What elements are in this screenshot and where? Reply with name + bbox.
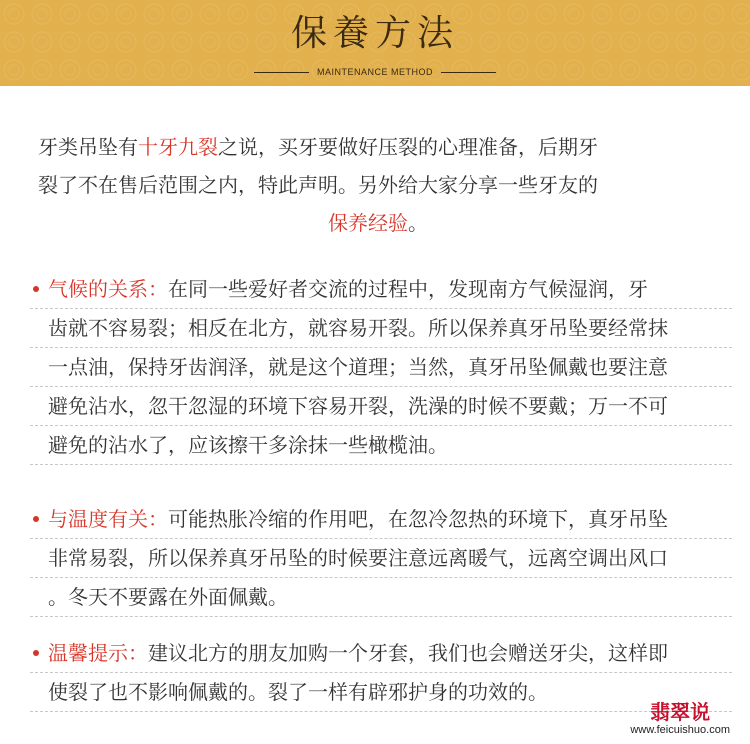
- left-rule: [254, 72, 309, 73]
- section-line: 一点油，保持牙齿润泽，就是这个道理；当然，真牙吊坠佩戴也要注意: [30, 348, 732, 387]
- banner-title: 保養方法: [290, 13, 459, 54]
- intro-text: 牙类吊坠有: [38, 135, 138, 159]
- section-temperature: [30, 500, 732, 617]
- section-text: 在同一些爱好者交流的过程中，发现南方气候湿润，牙: [168, 277, 648, 301]
- section-heading: 与温度有关：: [48, 507, 168, 531]
- section-tips: [30, 634, 732, 712]
- watermark-name: 翡翠说: [650, 700, 711, 724]
- section-heading: 气候的关系：: [48, 277, 168, 301]
- section-text: 建议北方的朋友加购一个牙套，我们也会赠送牙尖，这样即: [148, 641, 668, 665]
- section-text: 可能热胀冷缩的作用吧，在忽冷忽热的环境下，真牙吊坠: [168, 507, 668, 531]
- section-line: 非常易裂，所以保养真牙吊坠的时候要注意远离暖气，远离空调出风口: [30, 539, 732, 578]
- intro-line-3: [38, 204, 718, 242]
- section-line: [30, 634, 732, 673]
- section-heading: 温馨提示：: [48, 641, 148, 665]
- banner-subtitle: MAINTENANCE METHOD: [316, 67, 433, 77]
- intro-text: 。: [408, 211, 428, 235]
- section-line: 使裂了也不影响佩戴的。裂了一样有辟邪护身的功效的。: [30, 673, 732, 712]
- intro-line-1: [38, 128, 718, 166]
- watermark-url: www.feicuishuo.com: [630, 724, 730, 736]
- section-line: [30, 500, 732, 539]
- section-line: 。冬天不要露在外面佩戴。: [30, 578, 732, 617]
- section-line: [30, 270, 732, 309]
- section-line: 齿就不容易裂；相反在北方，就容易开裂。所以保养真牙吊坠要经常抹: [30, 309, 732, 348]
- intro-highlight: 保养经验: [328, 211, 408, 235]
- watermark-logo: [630, 700, 730, 736]
- intro-text: 之说，买牙要做好压裂的心理准备，后期牙: [218, 135, 598, 159]
- intro-paragraph: [38, 128, 718, 242]
- intro-line-2: 裂了不在售后范围之内，特此声明。另外给大家分享一些牙友的: [38, 173, 598, 197]
- section-line: 避免的沾水了，应该擦干多涂抹一些橄榄油。: [30, 426, 732, 465]
- header-banner: [0, 0, 750, 86]
- right-rule: [441, 72, 496, 73]
- section-climate: [30, 270, 732, 465]
- section-line: 避免沾水，忽干忽湿的环境下容易开裂，洗澡的时候不要戴；万一不可: [30, 387, 732, 426]
- banner-subtitle-row: [0, 65, 750, 79]
- intro-highlight: 十牙九裂: [138, 135, 218, 159]
